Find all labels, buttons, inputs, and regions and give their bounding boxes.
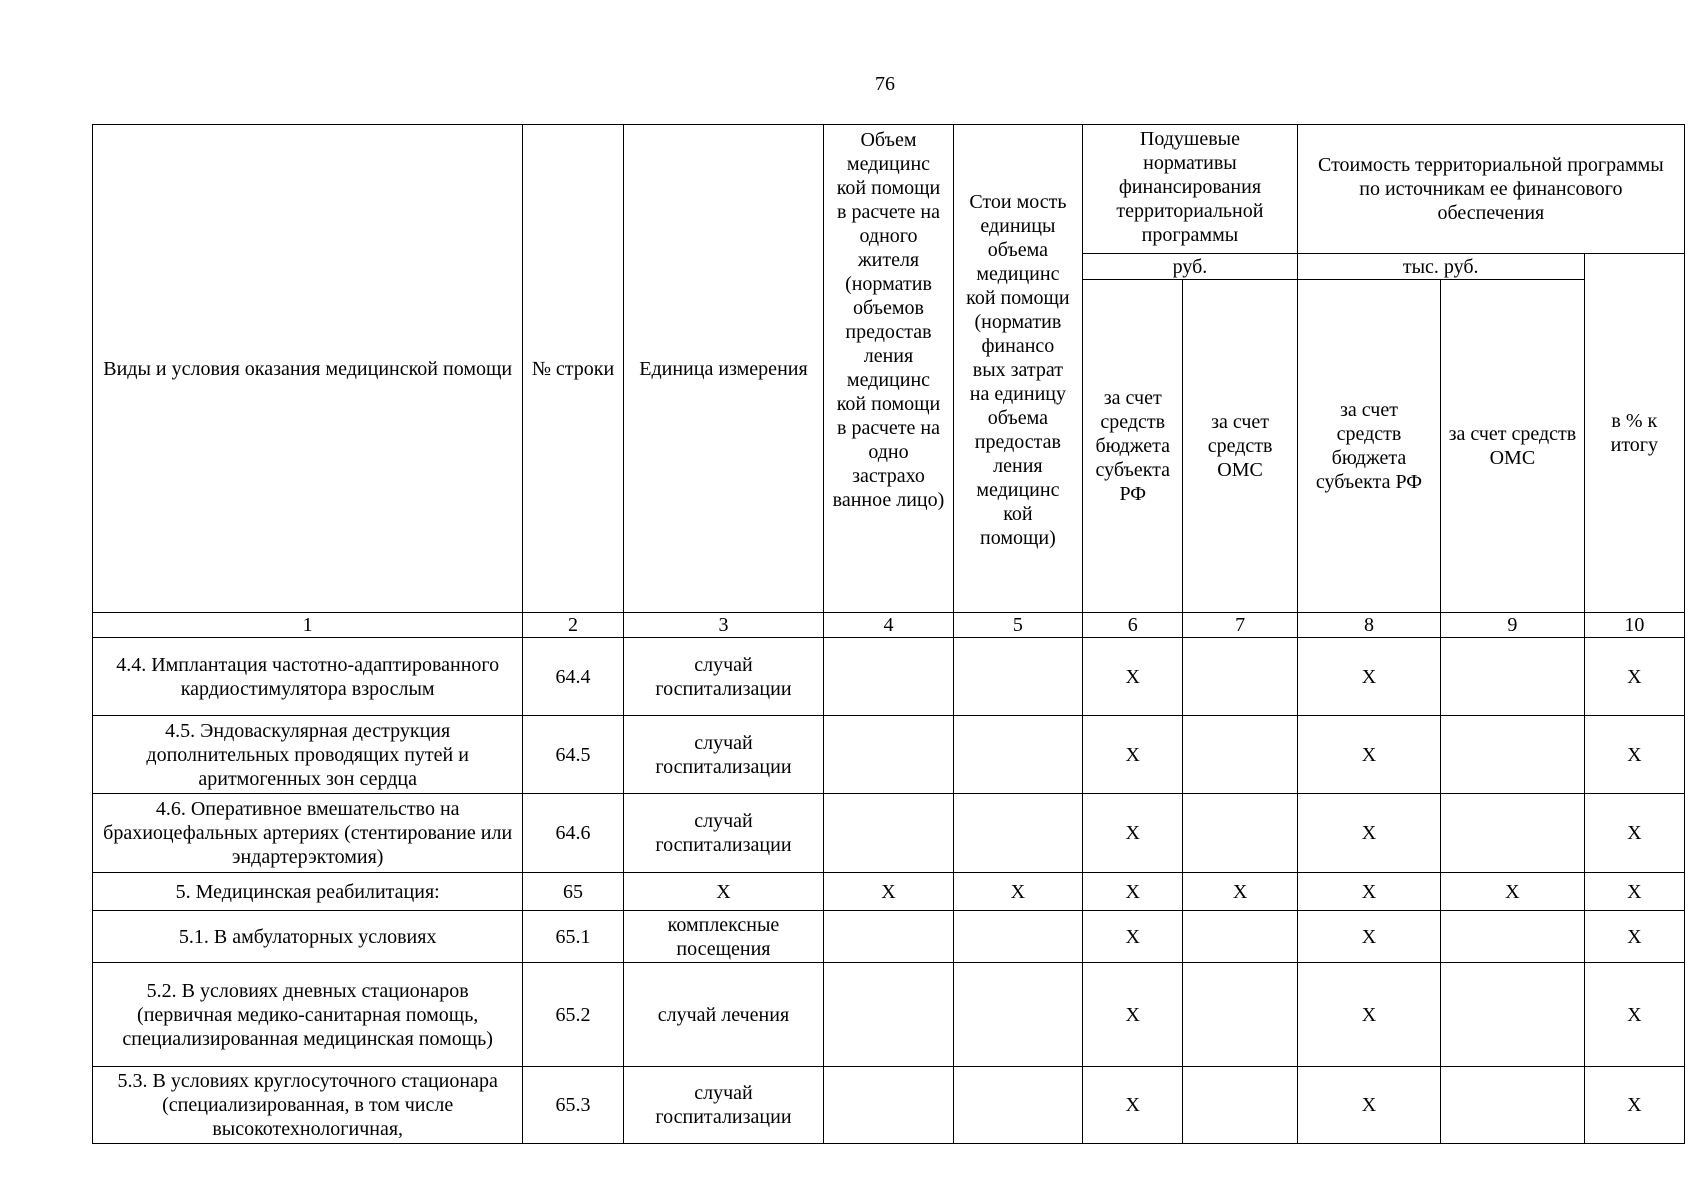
header-unit-cost: Стои мость единицы объема медицинс кой помощи (норматив финансо вых затрат на единицу объема предостав ления медицинс кой помощи) (953, 125, 1082, 613)
table-row (93, 873, 1685, 911)
row-cell: X (953, 873, 1082, 911)
row-cell: X (1441, 873, 1584, 911)
row-unit: случай госпитализации (623, 638, 824, 716)
column-number: 10 (1584, 613, 1684, 638)
row-cell: X (1297, 911, 1440, 963)
row-cell (1441, 638, 1584, 716)
row-cell: X (1083, 1067, 1183, 1144)
column-number: 9 (1441, 613, 1584, 638)
row-cell: X (1183, 873, 1297, 911)
row-cell (824, 794, 953, 873)
row-unit: случай госпитализации (623, 716, 824, 794)
row-cell (824, 1067, 953, 1144)
row-unit: комплексные посещения (623, 911, 824, 963)
row-cell: X (1584, 638, 1684, 716)
row-cell (953, 716, 1082, 794)
column-number: 5 (953, 613, 1082, 638)
column-number: 8 (1297, 613, 1440, 638)
table-row (93, 794, 1685, 873)
row-cell: X (1297, 638, 1440, 716)
header-norms-regional-budget: за счет средств бюджета субъекта РФ (1083, 280, 1183, 613)
row-cell (1441, 716, 1584, 794)
row-cell (953, 638, 1082, 716)
row-cell: X (1297, 794, 1440, 873)
row-cell: X (1584, 873, 1684, 911)
row-cell: X (1584, 911, 1684, 963)
row-cell: X (1584, 716, 1684, 794)
row-name: 5. Медицинская реабилитация: (93, 873, 523, 911)
row-cell: X (1297, 873, 1440, 911)
row-unit: случай госпитализации (623, 794, 824, 873)
header-unit-thousand-rub: тыс. руб. (1297, 254, 1584, 280)
row-cell: X (1083, 716, 1183, 794)
row-cell: X (1083, 963, 1183, 1067)
row-line-number: 64.6 (523, 794, 623, 873)
row-line-number: 65.1 (523, 911, 623, 963)
financing-table (92, 124, 1685, 1144)
column-number: 3 (623, 613, 824, 638)
column-number: 1 (93, 613, 523, 638)
row-name: 5.1. В амбулаторных условиях (93, 911, 523, 963)
column-number: 2 (523, 613, 623, 638)
column-number: 6 (1083, 613, 1183, 638)
table-row (93, 1067, 1685, 1144)
row-cell (1441, 911, 1584, 963)
row-cell (824, 638, 953, 716)
table-row (93, 963, 1685, 1067)
row-cell (1441, 1067, 1584, 1144)
column-number-row (93, 613, 1685, 638)
row-cell (1183, 963, 1297, 1067)
column-number: 4 (824, 613, 953, 638)
row-cell: X (1297, 963, 1440, 1067)
row-cell (824, 911, 953, 963)
row-cell (1441, 963, 1584, 1067)
row-cell (824, 963, 953, 1067)
row-cell: X (1584, 1067, 1684, 1144)
row-cell (953, 794, 1082, 873)
header-norms-oms: за счет средств ОМС (1183, 280, 1297, 613)
row-cell (953, 963, 1082, 1067)
row-name: 4.5. Эндоваскулярная деструкция дополнительных проводящих путей и аритмогенных зон сердца (93, 716, 523, 794)
page-number: 76 (875, 73, 895, 95)
table-row (93, 716, 1685, 794)
row-cell: X (1083, 638, 1183, 716)
row-unit: случай лечения (623, 963, 824, 1067)
row-line-number: 65.2 (523, 963, 623, 1067)
row-cell (1183, 1067, 1297, 1144)
row-unit: случай госпитализации (623, 1067, 824, 1144)
column-number: 7 (1183, 613, 1297, 638)
row-line-number: 64.5 (523, 716, 623, 794)
row-cell: X (1083, 873, 1183, 911)
row-name: 4.4. Имплантация частотно-адаптированного кардиостимулятора взрослым (93, 638, 523, 716)
header-per-capita-norms: Подушевые нормативы финансирования территориальной программы (1083, 125, 1298, 254)
row-cell: X (1083, 911, 1183, 963)
header-cost-regional-budget: за счет средств бюджета субъекта РФ (1297, 280, 1440, 613)
header-volume-per-resident: Объем медицинс кой помощи в расчете на одного жителя (норматив объемов предостав ления медицинс кой помощи в расчете на одно застрахо ванное лицо) (824, 125, 953, 613)
row-cell: X (1297, 716, 1440, 794)
row-cell: X (1584, 963, 1684, 1067)
header-types-and-conditions: Виды и условия оказания медицинской помощи (93, 125, 523, 613)
table-row (93, 638, 1685, 716)
row-cell (1183, 794, 1297, 873)
row-unit: X (623, 873, 824, 911)
row-cell (1441, 794, 1584, 873)
header-unit-rub: руб. (1083, 254, 1298, 280)
row-cell: X (1584, 794, 1684, 873)
row-cell (1183, 716, 1297, 794)
row-line-number: 65 (523, 873, 623, 911)
row-line-number: 65.3 (523, 1067, 623, 1144)
row-line-number: 64.4 (523, 638, 623, 716)
row-cell (824, 716, 953, 794)
row-cell: X (1083, 794, 1183, 873)
row-cell: X (1297, 1067, 1440, 1144)
row-name: 4.6. Оперативное вмешательство на брахиоцефальных артериях (стентирование или эндартерэктомия) (93, 794, 523, 873)
row-cell: X (824, 873, 953, 911)
row-name: 5.3. В условиях круглосуточного стационара (специализированная, в том числе высокотехнологичная, (93, 1067, 523, 1144)
header-percent-of-total: в % к итогу (1584, 254, 1684, 613)
header-line-number: № строки (523, 125, 623, 613)
row-name: 5.2. В условиях дневных стационаров (первичная медико-санитарная помощь, специализированная медицинская помощь) (93, 963, 523, 1067)
header-program-cost-by-source: Стоимость территориальной программы по источникам ее финансового обеспечения (1297, 125, 1684, 254)
row-cell (1183, 911, 1297, 963)
header-cost-oms: за счет средств ОМС (1441, 280, 1584, 613)
header-unit-of-measure: Единица измерения (623, 125, 824, 613)
row-cell (953, 911, 1082, 963)
row-cell (953, 1067, 1082, 1144)
table-row (93, 911, 1685, 963)
row-cell (1183, 638, 1297, 716)
